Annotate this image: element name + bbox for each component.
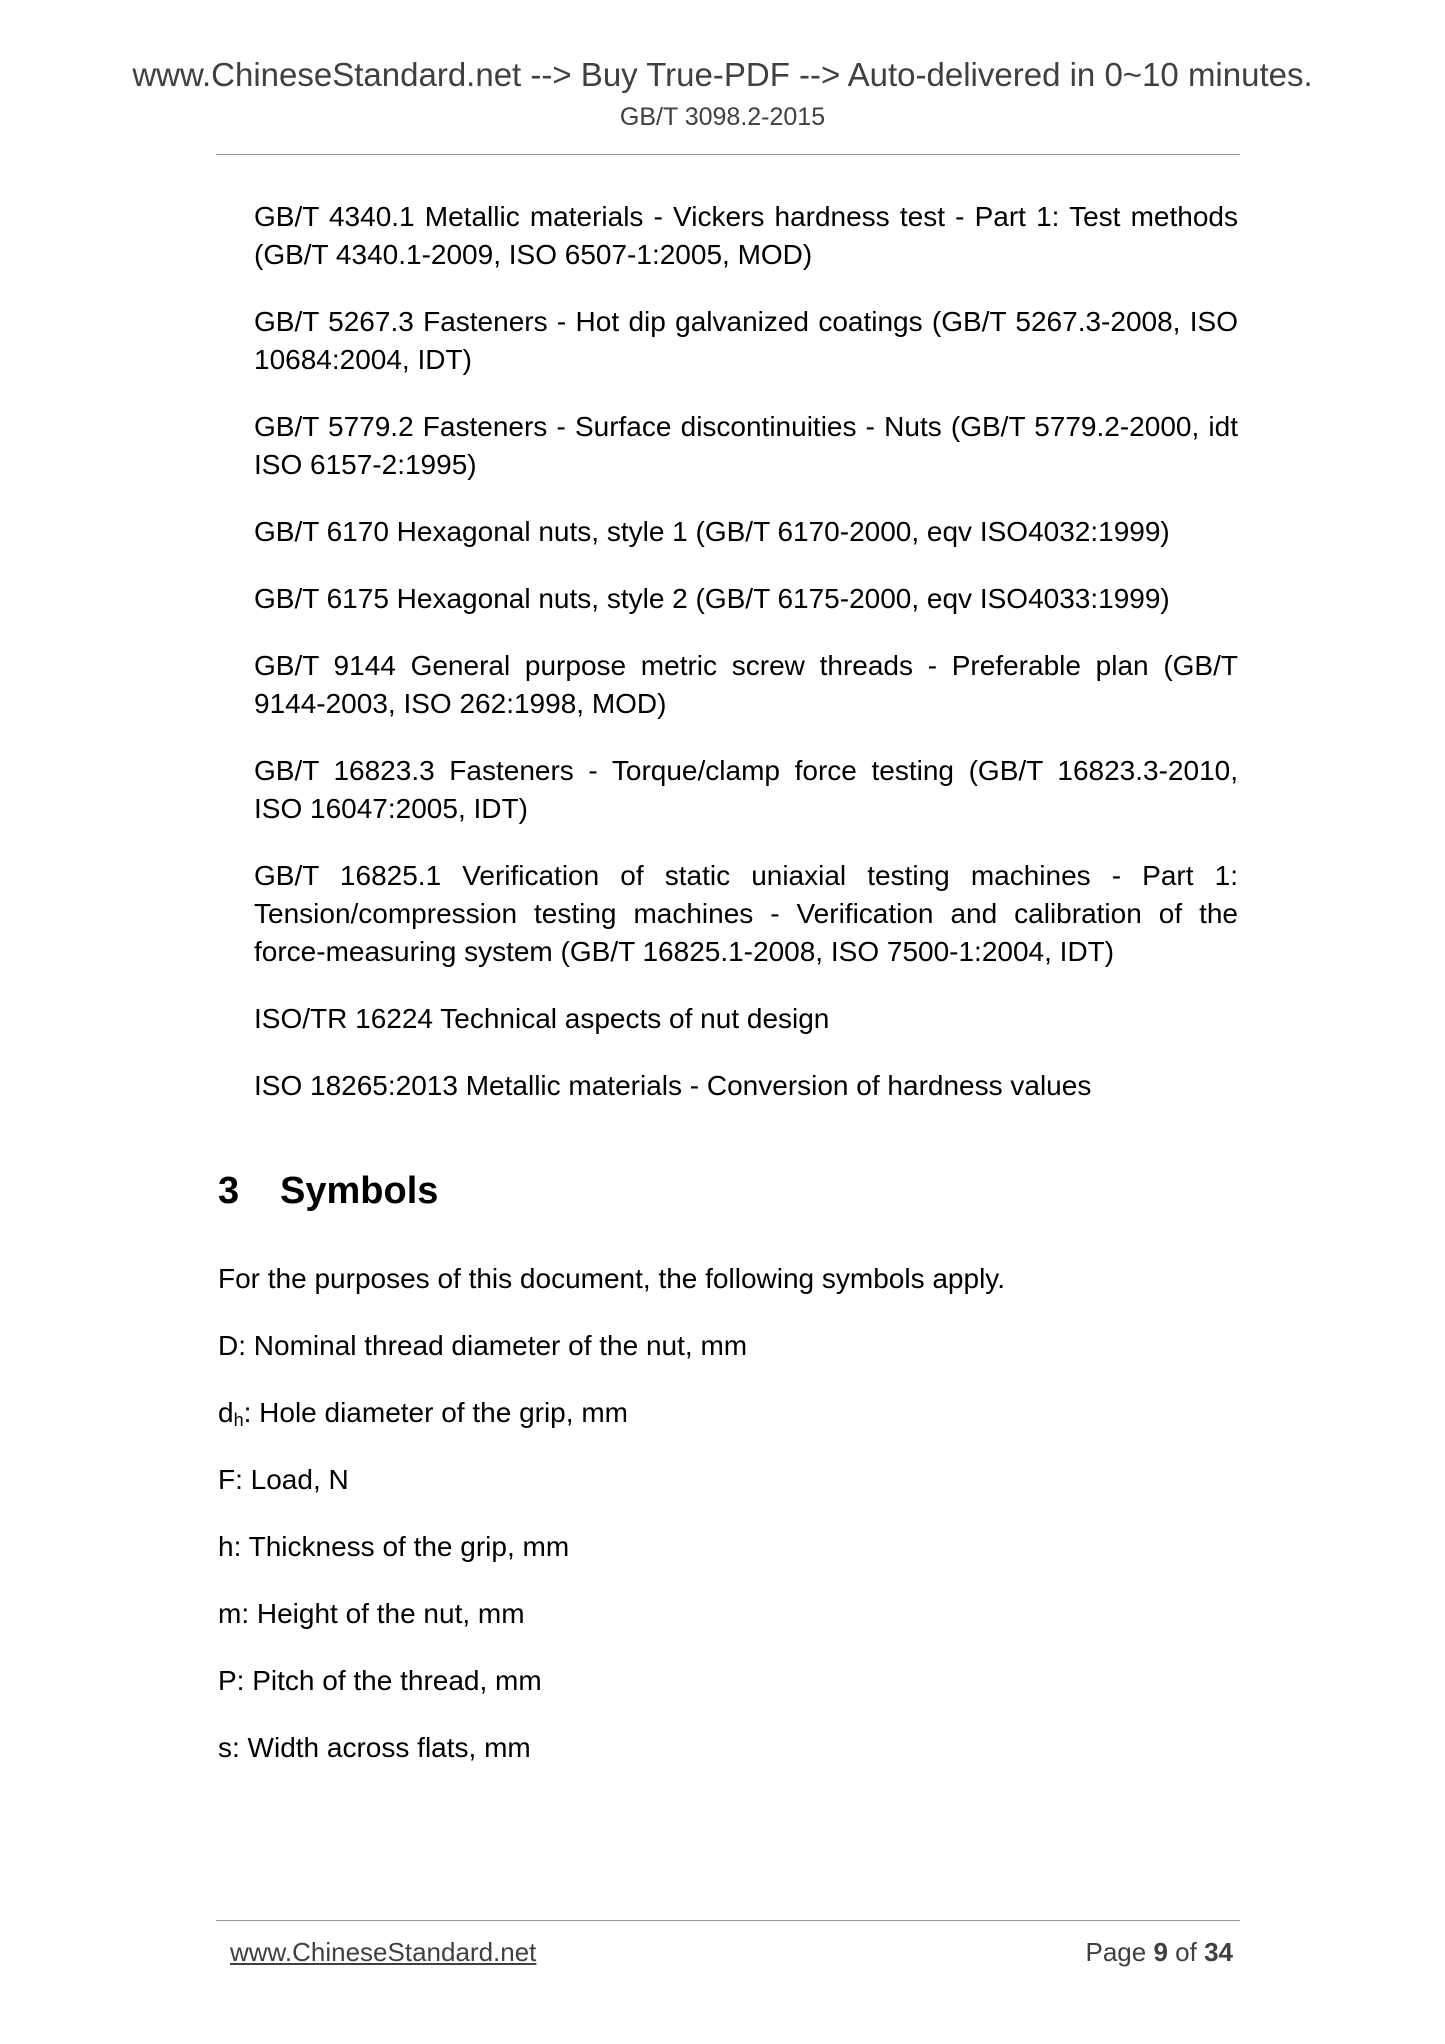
reference-item: GB/T 5267.3 Fasteners - Hot dip galvanized coatings (GB/T 5267.3-2008, ISO 10684:2004, IDT) [254, 306, 1238, 375]
page-current: 9 [1153, 1937, 1168, 1967]
symbol-dh-subscript: h [233, 1410, 244, 1430]
reference-item: GB/T 9144 General purpose metric screw threads - Preferable plan (GB/T 9144-2003, ISO 262:1998, MOD) [254, 650, 1238, 719]
reference-item: ISO 18265:2013 Metallic materials - Conversion of hardness values [254, 1070, 1092, 1101]
footer-divider [216, 1920, 1240, 1921]
symbol-dh-definition: : Hole diameter of the grip, mm [243, 1397, 628, 1428]
header-divider [216, 154, 1240, 155]
footer-website-link[interactable]: www.ChineseStandard.net [230, 1937, 537, 1967]
section-intro: For the purposes of this document, the following symbols apply. [218, 1263, 1005, 1294]
symbol-dh-base: d [218, 1397, 234, 1428]
page-label: Page [1085, 1937, 1147, 1967]
reference-item: GB/T 16825.1 Verification of static uniaxial testing machines - Part 1: Tension/compression testing machines - Verification and calibration of the force-measuring system (GB/T 16825.1-2008, ISO 7500-1:2004, IDT) [254, 860, 1238, 967]
symbol-item-F: F: Load, N [218, 1464, 349, 1495]
symbol-item-m: m: Height of the nut, mm [218, 1598, 525, 1629]
reference-item: GB/T 16823.3 Fasteners - Torque/clamp force testing (GB/T 16823.3-2010, ISO 16047:2005, IDT) [254, 755, 1238, 824]
section-number: 3 [218, 1170, 240, 1212]
symbol-item-D: D: Nominal thread diameter of the nut, mm [218, 1330, 748, 1361]
symbol-item-P: P: Pitch of the thread, mm [218, 1665, 542, 1696]
reference-item: GB/T 4340.1 Metallic materials - Vickers hardness test - Part 1: Test methods (GB/T 4340.1-2009, ISO 6507-1:2005, MOD) [254, 201, 1238, 270]
symbol-item-h: h: Thickness of the grip, mm [218, 1531, 570, 1562]
reference-item: GB/T 6170 Hexagonal nuts, style 1 (GB/T 6170-2000, eqv ISO4032:1999) [254, 516, 1170, 547]
section-heading [218, 1170, 438, 1213]
header-banner: www.ChineseStandard.net --> Buy True-PDF --> Auto-delivered in 0~10 minutes. [132, 56, 1313, 93]
page-of-label: of [1175, 1937, 1197, 1967]
reference-item: GB/T 5779.2 Fasteners - Surface discontinuities - Nuts (GB/T 5779.2-2000, idt ISO 6157-2:1995) [254, 411, 1238, 480]
symbols-list [218, 1327, 1238, 1796]
reference-item: GB/T 6175 Hexagonal nuts, style 2 (GB/T 6175-2000, eqv ISO4033:1999) [254, 583, 1170, 614]
header-standard-number: GB/T 3098.2-2015 [619, 103, 826, 131]
reference-item: ISO/TR 16224 Technical aspects of nut design [254, 1003, 830, 1034]
normative-references-list [254, 198, 1238, 1134]
symbol-item-dh [218, 1394, 1238, 1432]
section-title: Symbols [280, 1170, 439, 1212]
page-total: 34 [1204, 1937, 1233, 1967]
symbol-item-s: s: Width across flats, mm [218, 1732, 531, 1763]
page-indicator [1085, 1937, 1233, 1968]
